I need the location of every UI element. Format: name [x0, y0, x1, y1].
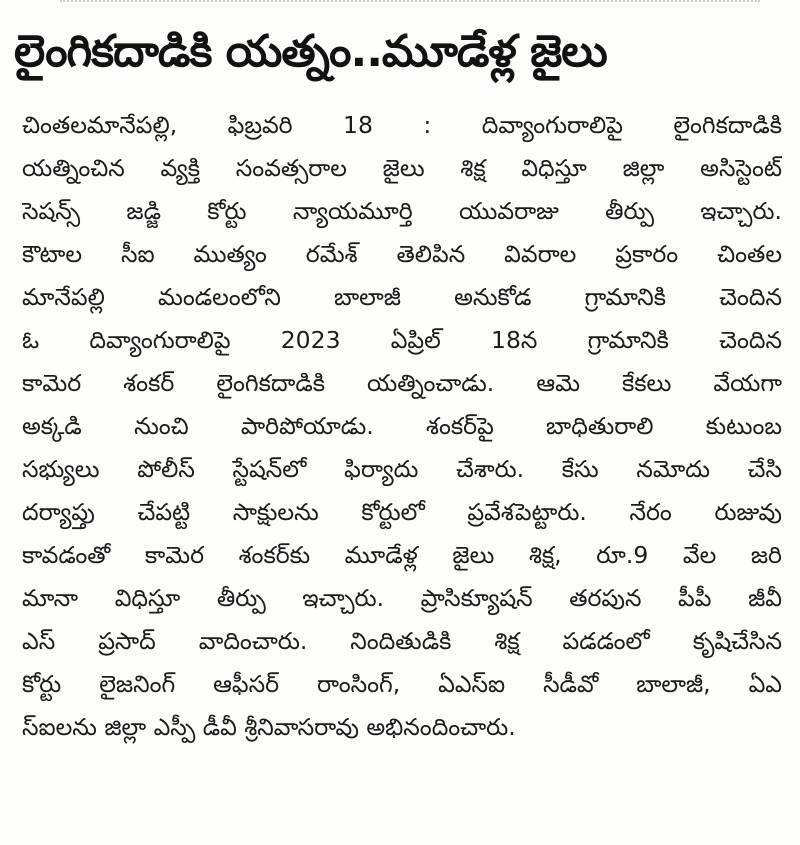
body-line: ఓ దివ్యాంగురాలిపై 2023 ఏప్రిల్ 18న గ్రామానికి చెందిన — [22, 326, 782, 354]
body-line: కౌటాల సీఐ ముత్యం రమేశ్ తెలిపిన వివరాల ప్రకారం చింతల — [22, 240, 782, 268]
body-line: మానేపల్లి మండలంలోని బాలాజీ అనుకోడ గ్రామానికి చెందిన — [22, 283, 782, 311]
top-edge-fragment — [60, 0, 760, 2]
body-line: అక్కడి నుంచి పారిపోయాడు. శంకర్‌పై బాధితురాలి కుటుంబ — [22, 412, 782, 440]
body-line: యత్నించిన వ్యక్తి సంవత్సరాల జైలు శిక్ష విధిస్తూ జిల్లా అసిస్టెంట్ — [22, 154, 782, 182]
body-line: కామెర శంకర్ లైంగికదాడికి యత్నించాడు. ఆమె కేకలు వేయగా — [22, 369, 782, 397]
body-line: చింతలమానేపల్లి, ఫిబ్రవరి 18 : దివ్యాంగురాలిపై లైంగికదాడికి — [22, 111, 782, 139]
body-line: ఎస్ ప్రసాద్ వాదించారు. నిందితుడికి శిక్ష పడడంలో కృషిచేసిన — [22, 627, 782, 655]
article-headline: లైంగికదాడికి యత్నం..మూడేళ్ల జైలు — [14, 26, 607, 77]
body-line: మానా విధిస్తూ తీర్పు ఇచ్చారు. ప్రాసిక్యూషన్ తరపున పీపీ జీవీ — [22, 584, 782, 612]
body-line: సెషన్స్ జడ్జి కోర్టు న్యాయమూర్తి యువరాజు తీర్పు ఇచ్చారు. — [22, 197, 782, 225]
body-line: దర్యాప్తు చేపట్టి సాక్షులను కోర్టులో ప్రవేశపెట్టారు. నేరం రుజువు — [22, 498, 782, 526]
body-line: కావడంతో కామెర శంకర్‌కు మూడేళ్ల జైలు శిక్ష, రూ.9 వేల జరి — [22, 541, 782, 569]
body-line: కోర్టు లైజనింగ్ ఆఫీసర్ రాంసింగ్, ఏఎస్ఐ సీడీవో బాలాజీ, ఏఎ — [22, 670, 782, 698]
article-body — [22, 104, 782, 749]
body-line: స్ఐలను జిల్లా ఎస్పీ డీవీ శ్రీనివాసరావు అభినందించారు. — [22, 713, 516, 741]
body-line: సభ్యులు పోలీస్ స్టేషన్‌లో ఫిర్యాదు చేశారు. కేసు నమోదు చేసి — [22, 455, 782, 483]
